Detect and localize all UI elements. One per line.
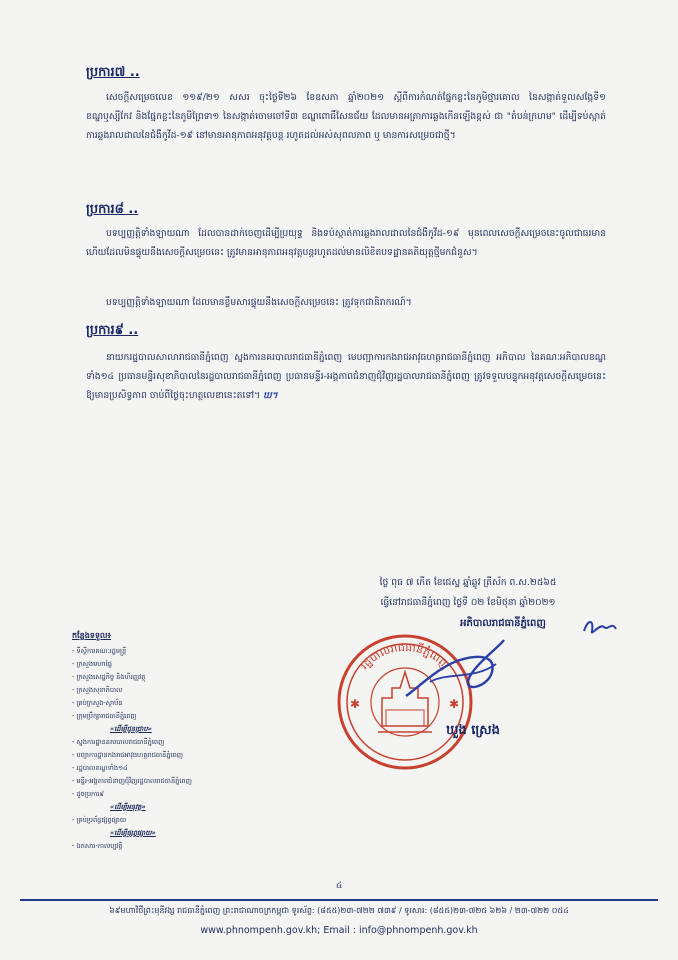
date-block (318, 573, 618, 613)
svg-text:✱: ✱ (350, 697, 361, 711)
svg-text:✱: ✱ (449, 697, 460, 711)
recipient-note: «ដើម្បីផ្សព្វផ្សាយ» (110, 829, 156, 837)
website-link[interactable]: www.phnompenh.gov.kh (200, 925, 318, 936)
recipient-item: - ឯកសារ-កាលប្បវត្តិ (72, 840, 292, 853)
solar-date: ធ្វើនៅរាជធានីភ្នំពេញ ថ្ងៃទី ០២ ខែមិថុនា ឆ្នាំ២០២១ (380, 597, 556, 608)
recipient-note: «ដើម្បីជូនជ្រាប» (110, 725, 152, 733)
recipient-item: - បញ្ជាការដ្ឋានកងរាជអាវុធហត្ថរាជធានីភ្នំពេញ (72, 749, 292, 762)
contact-separator: ; (317, 925, 324, 936)
article-8-heading: ប្រការ៨ .. (86, 202, 139, 217)
article-9-paragraph (86, 348, 606, 406)
authority-initial-icon (580, 617, 620, 639)
footer-address: ៦៩មហាវិថីព្រះមុនីវង្ស រាជធានីភ្នំពេញ ព្រះរាជាណាចក្រកម្ពុជា ទូរស័ព្ទ: (៨៥៥)២៣-៧២២ ៧៣៩ / ទូរសារ: (៨៥៥)២៣-៧២៥ ៦២៦ / ២៣-៧២២ ០៥៤ (109, 906, 569, 915)
email-label: Email : (323, 925, 356, 936)
authority-title: អភិបាលរាជធានីភ្នំពេញ (460, 618, 546, 629)
recipients-title: កន្លែងទទួល៖ (72, 631, 112, 640)
lunar-date: ថ្ងៃ ពុធ ៧ កើត ខែជេស្ឋ ឆ្នាំឆ្លូវ ត្រីស័ក ព.ស.២៥៦៥ (379, 577, 557, 588)
footer-divider (20, 899, 658, 901)
article-7-heading: ប្រការ៧ .. (86, 65, 140, 80)
recipient-item: - គ្រប់ប្រព័ន្ធផ្សព្វផ្សាយ (72, 814, 292, 827)
recipient-note: «ដើម្បីអនុវត្ត» (110, 803, 146, 811)
recipients-list (72, 630, 292, 853)
initials-mark: ឃ។ (263, 391, 278, 401)
recipient-item: - ក្រសួងសុខាភិបាល (72, 684, 292, 697)
footer-contact (0, 925, 678, 936)
article-8-paragraph-2: បទប្បញ្ញត្តិទាំងឡាយណា ដែលមានខ្លឹមសារផ្ទុយនឹងសេចក្តីសម្រេចនេះ ត្រូវទុកជានិរាករណ៍។ (106, 297, 412, 308)
article-7-paragraph: សេចក្តីសម្រេចលេខ ១១៩/២១ សសរ ចុះថ្ងៃទី២៦ ខែឧសភា ឆ្នាំ២០២១ ស្តីពីការកំណត់ផ្នែកខ្លះនៃភូមិថ្មារគោល នៃសង្កាត់ទួលសង្កែទី១ ខណ្ឌឬស្សីកែវ និងផ្នែកខ្លះនៃភូមិព្រៃទា១ នៃសង្កាត់ចោមចៅទី៣ ខណ្ឌពោធិ៍សែនជ័យ ដែលមានអត្រាការឆ្លងកើនឡើងខ្ពស់ ជា "តំបន់ក្រហម" ដើម្បីទប់ស្កាត់ការឆ្លងរាលដាលនៃជំងឺកូវីដ-១៩ នៅមានអានុភាពអនុវត្តបន្ត រហូតដល់អស់សុពលភាព ឬ មានការសម្រេចជាថ្មី។ (86, 92, 606, 141)
article-8-paragraph-1: បទប្បញ្ញត្តិទាំងឡាយណា ដែលបានដាក់ចេញដើម្បីប្រយុទ្ធ និងទប់ស្កាត់ការឆ្លងរាលដាលនៃជំងឺកូវីដ-១៩ មុនពេលសេចក្តីសម្រេចនេះចូលជាធរមាន ហើយដែលមិនផ្ទុយនឹងសេចក្តីសម្រេចនេះ ត្រូវមានអានុភាពអនុវត្តបន្តរហូតដល់មានលិខិតបទដ្ឋានគតិយុត្តថ្មីមកជំនួស។ (86, 228, 606, 258)
signature-icon (400, 636, 510, 706)
page-number: ៤ (335, 881, 343, 891)
article-9-heading: ប្រការ៩ .. (86, 323, 139, 338)
recipient-item: - គ្រប់ក្រសួង-ស្ថាប័ន (72, 697, 292, 710)
recipient-item: - មន្ទីរ-អង្គភាពជំនាញជុំវិញរដ្ឋបាលរាជធានីភ្នំពេញ (72, 775, 292, 788)
recipient-item: - ក្រសួងមហាផ្ទៃ (72, 658, 292, 671)
recipient-item: - ស្នងការដ្ឋាននគរបាលរាជធានីភ្នំពេញ (72, 736, 292, 749)
signer-name: ឃួង ស្រេង (446, 723, 500, 738)
article-9-text: នាយករដ្ឋបាលសាលារាជធានីភ្នំពេញ ស្នងការនគរបាលរាជធានីភ្នំពេញ មេបញ្ជាការកងរាជអាវុធហត្ថរាជធានីភ្នំពេញ អភិបាល នៃគណៈអភិបាលខណ្ឌទាំង១៤ ប្រធានមន្ទីរសុខាភិបាលនៃរដ្ឋបាលរាជធានីភ្នំពេញ ប្រធានមន្ទីរ-អង្គភាពជំនាញជុំវិញរដ្ឋបាលរាជធានីភ្នំពេញ ត្រូវទទួលបន្ទុកអនុវត្តសេចក្តីសម្រេចនេះ ឱ្យមានប្រសិទ្ធភាព ចាប់ពីថ្ងៃចុះហត្ថលេខានេះតទៅ។ (86, 352, 606, 401)
recipient-item: - រដ្ឋបាលខណ្ឌទាំង១៤ (72, 762, 292, 775)
recipient-item: - ដូចប្រការ៩ (72, 788, 292, 801)
recipient-item: - ក្រសួងសេដ្ឋកិច្ច និងហិរញ្ញវត្ថុ (72, 671, 292, 684)
recipient-item: - ក្រុមប្រឹក្សារាជធានីភ្នំពេញ (72, 710, 292, 723)
email-link[interactable]: info@phnompenh.gov.kh (358, 925, 478, 936)
seal-text: រដ្ឋបាលរាជធានីភ្នំពេញ (357, 640, 452, 672)
recipient-item: - ទីស្តីការគណៈរដ្ឋមន្ត្រី (72, 645, 292, 658)
